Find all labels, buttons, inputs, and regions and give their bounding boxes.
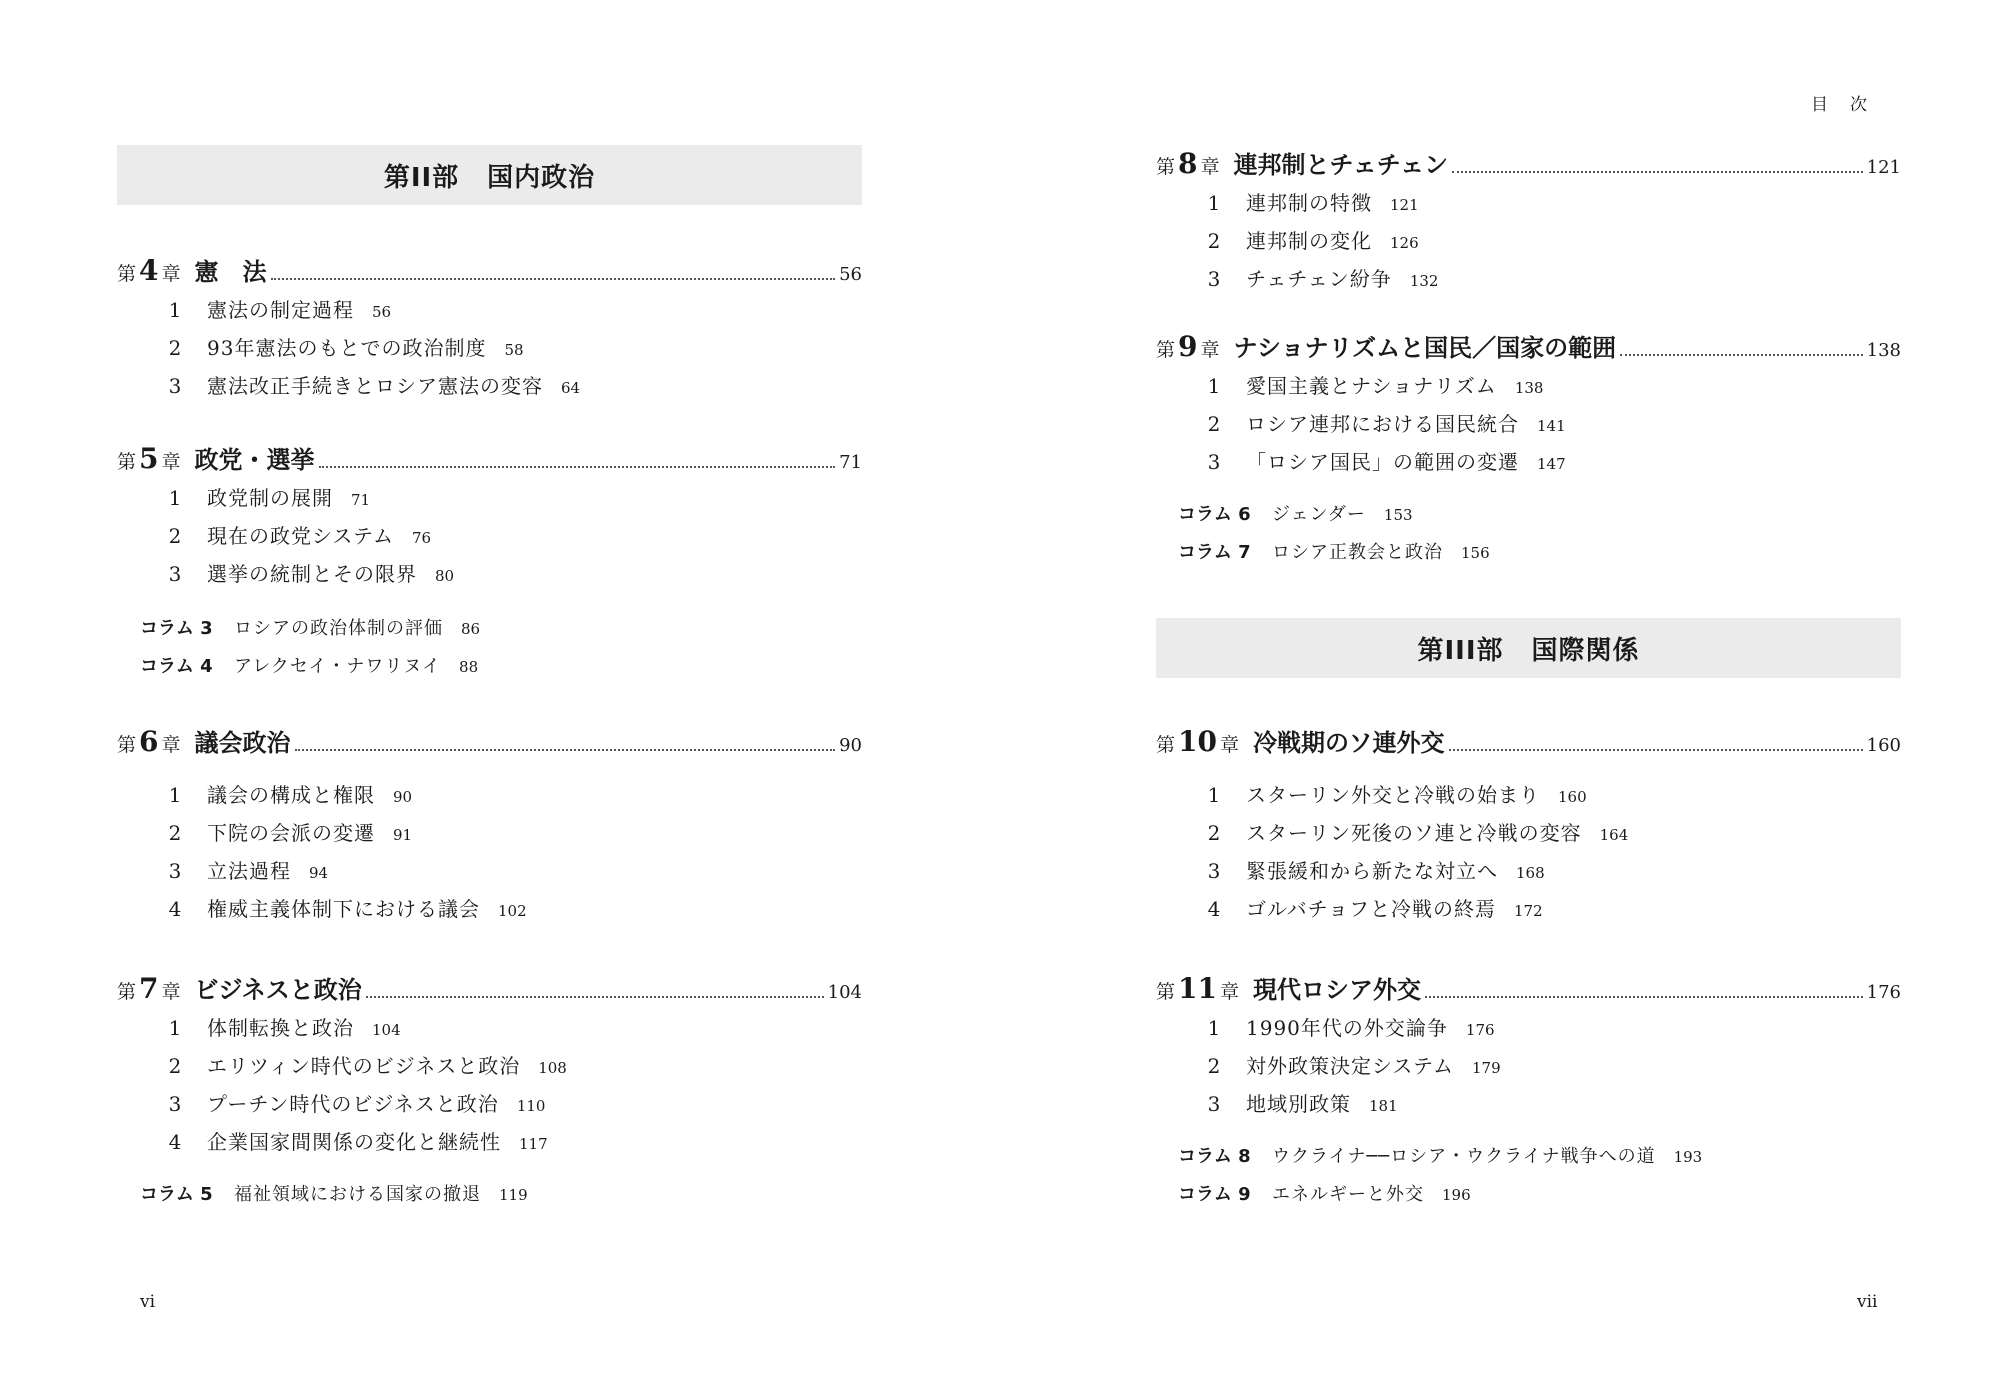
section-item[interactable]: 3 「ロシア国民」の範囲の変遷 147 [1207, 450, 1566, 474]
section-item[interactable]: 4 権威主義体制下における議会 102 [168, 897, 527, 921]
section-item[interactable]: 1 体制転換と政治 104 [168, 1016, 401, 1040]
chapter-label: 第 6 章 [117, 725, 181, 758]
section-list [1156, 1009, 1901, 1123]
chapter-page: 160 [1866, 735, 1901, 756]
column-entry[interactable]: コラム 8 ウクライナ──ロシア・ウクライナ戦争への道 193 [1178, 1146, 1703, 1167]
chapter-label: 第 4 章 [117, 254, 181, 287]
leader-dots [319, 466, 836, 468]
section-item[interactable]: 2 93年憲法のもとでの政治制度 58 [168, 336, 524, 360]
section-item[interactable]: 2 下院の会派の変遷 91 [168, 821, 413, 845]
section-item[interactable]: 1 政党制の展開 71 [168, 486, 371, 510]
chapter-entry[interactable] [1156, 970, 1901, 1123]
chapter-entry[interactable] [117, 440, 862, 593]
chapter-page: 104 [827, 982, 862, 1003]
chapter-label: 第 8 章 [1156, 147, 1220, 180]
section-item[interactable]: 4 企業国家間関係の変化と継続性 117 [168, 1130, 548, 1154]
section-item[interactable]: 1 スターリン外交と冷戦の始まり 160 [1207, 783, 1587, 807]
leader-dots [1425, 996, 1863, 998]
leader-dots [295, 749, 836, 751]
section-item[interactable]: 4 ゴルバチョフと冷戦の終焉 172 [1207, 897, 1543, 921]
section-item[interactable]: 2 スターリン死後のソ連と冷戦の変容 164 [1207, 821, 1629, 845]
chapter-title: 議会政治 [194, 729, 291, 757]
section-list [1156, 184, 1901, 298]
chapter-entry[interactable] [117, 970, 862, 1161]
section-list [1156, 776, 1901, 928]
section-item[interactable]: 3 緊張緩和から新たな対立へ 168 [1207, 859, 1545, 883]
chapter-page: 71 [839, 452, 862, 473]
section-list [117, 776, 862, 928]
leader-dots [1620, 354, 1863, 356]
section-item[interactable]: 3 選挙の統制とその限界 80 [168, 562, 455, 586]
chapter-entry[interactable] [1156, 723, 1901, 928]
chapter-page: 90 [839, 735, 862, 756]
chapter-page: 176 [1866, 982, 1901, 1003]
leader-dots [366, 996, 824, 998]
chapter-label: 第 7 章 [117, 972, 181, 1005]
section-item[interactable]: 1 憲法の制定過程 56 [168, 298, 392, 322]
chapter-title: ナショナリズムと国民／国家の範囲 [1233, 334, 1617, 362]
section-item[interactable]: 2 ロシア連邦における国民統合 141 [1207, 412, 1566, 436]
part-title: 国際関係 [1531, 635, 1640, 666]
section-item[interactable]: 1 議会の構成と権限 90 [168, 783, 413, 807]
chapter-title: 連邦制とチェチェン [1233, 151, 1449, 179]
chapter-entry[interactable] [1156, 328, 1901, 481]
chapter-label: 第 11 章 [1156, 972, 1239, 1005]
chapter-entry[interactable] [1156, 145, 1901, 298]
section-list [117, 479, 862, 593]
chapter-page: 56 [839, 264, 862, 285]
chapter-title: 政党・選挙 [194, 446, 315, 474]
leader-dots [1449, 749, 1863, 751]
chapter-title: ビジネスと政治 [194, 976, 362, 1004]
chapter-label: 第 5 章 [117, 442, 181, 475]
chapter-label: 第 9 章 [1156, 330, 1220, 363]
chapter-label: 第 10 章 [1156, 725, 1239, 758]
section-item[interactable]: 3 チェチェン紛争 132 [1207, 267, 1439, 291]
part-number: 第III部 [1417, 635, 1504, 666]
part-banner [1156, 618, 1901, 678]
leader-dots [1452, 171, 1863, 173]
section-item[interactable]: 3 立法過程 94 [168, 859, 329, 883]
section-item[interactable]: 3 憲法改正手続きとロシア憲法の変容 64 [168, 374, 581, 398]
chapter-entry[interactable] [117, 252, 862, 405]
section-list [117, 291, 862, 405]
section-item[interactable]: 3 プーチン時代のビジネスと政治 110 [168, 1092, 546, 1116]
chapter-page: 138 [1866, 340, 1901, 361]
column-entry[interactable]: コラム 6 ジェンダー 153 [1178, 504, 1413, 525]
part-title: 国内政治 [487, 162, 596, 193]
chapter-title: 冷戦期のソ連外交 [1253, 729, 1445, 757]
part-banner [117, 145, 862, 205]
section-item[interactable]: 1 連邦制の特徴 121 [1207, 191, 1419, 215]
section-item[interactable]: 1 愛国主義とナショナリズム 138 [1207, 374, 1544, 398]
section-item[interactable]: 2 エリツィン時代のビジネスと政治 108 [168, 1054, 567, 1078]
section-list [117, 1009, 862, 1161]
section-item[interactable]: 2 連邦制の変化 126 [1207, 229, 1419, 253]
leader-dots [271, 278, 836, 280]
section-list [1156, 367, 1901, 481]
column-entry[interactable]: コラム 3 ロシアの政治体制の評価 86 [140, 618, 481, 639]
right-page [1000, 0, 2000, 1390]
column-entry[interactable]: コラム 7 ロシア正教会と政治 156 [1178, 542, 1490, 563]
running-head: 目次 [1811, 95, 1889, 115]
column-entry[interactable]: コラム 5 福祉領域における国家の撤退 119 [140, 1184, 528, 1205]
part-number: 第II部 [383, 162, 460, 193]
column-entry[interactable]: コラム 4 アレクセイ・ナワリヌイ 88 [140, 656, 479, 677]
column-entry[interactable]: コラム 9 エネルギーと外交 196 [1178, 1184, 1471, 1205]
chapter-entry[interactable] [117, 723, 862, 928]
chapter-title: 現代ロシア外交 [1253, 976, 1421, 1004]
page-number: vi [140, 1292, 156, 1312]
chapter-page: 121 [1866, 157, 1901, 178]
page-number: vii [1857, 1292, 1878, 1312]
section-item[interactable]: 2 現在の政党システム 76 [168, 524, 432, 548]
section-item[interactable]: 1 1990年代の外交論争 176 [1207, 1016, 1495, 1040]
chapter-title: 憲 法 [194, 258, 267, 286]
section-item[interactable]: 2 対外政策決定システム 179 [1207, 1054, 1501, 1078]
section-item[interactable]: 3 地域別政策 181 [1207, 1092, 1398, 1116]
